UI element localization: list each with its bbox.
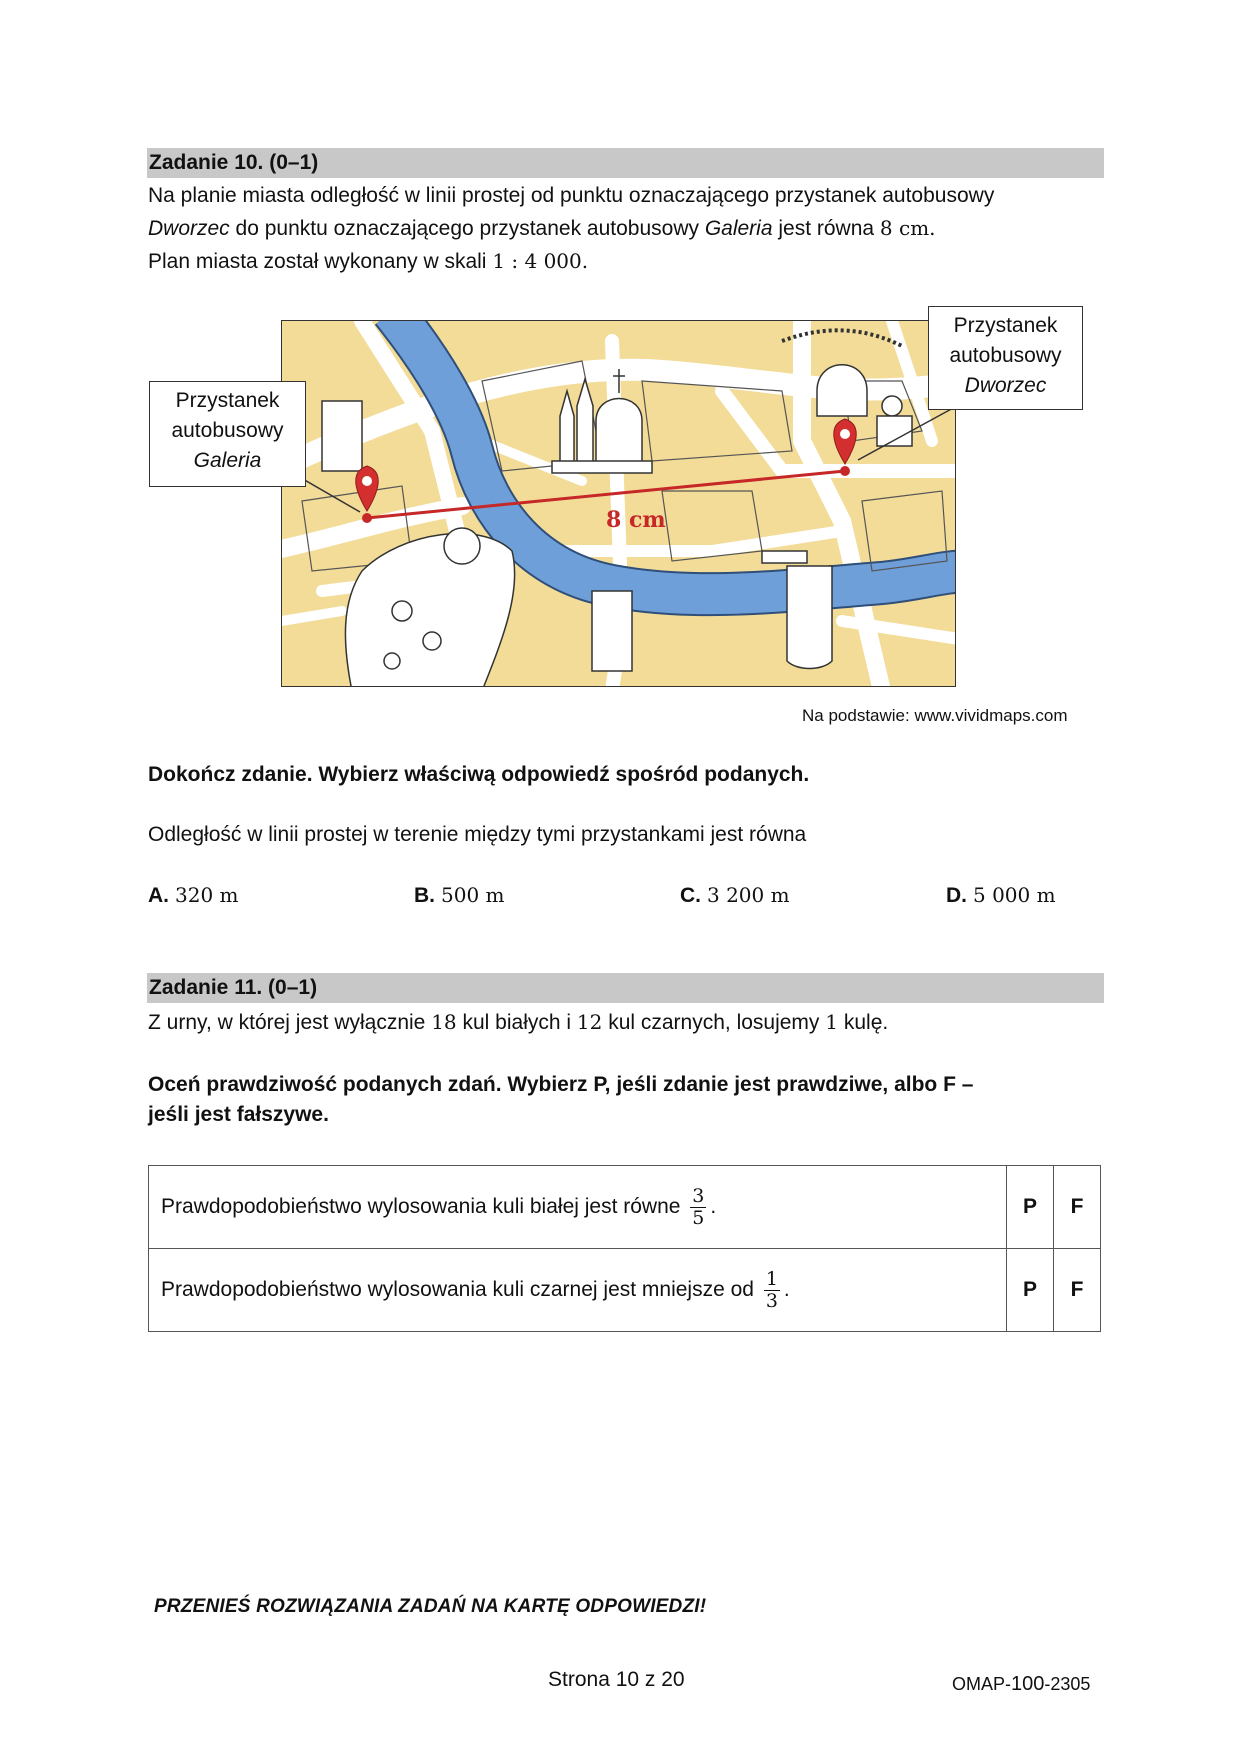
source-note: Na podstawie: www.vividmaps.com <box>802 706 1068 725</box>
exam-code <box>952 1673 1090 1696</box>
stop-name-galeria: Galeria <box>704 217 773 240</box>
statement-end: . <box>783 1277 790 1301</box>
task-10-header: Zadanie 10. (0–1) <box>147 148 1104 178</box>
fraction <box>764 1269 780 1312</box>
callout-stop-name: Dworzec <box>964 374 1047 397</box>
option-f[interactable]: F <box>1054 1166 1101 1249</box>
option-f[interactable]: F <box>1054 1249 1101 1332</box>
code-prefix: OMAP- <box>952 1674 1012 1694</box>
distance-value: 8 cm <box>879 216 930 240</box>
black-count: 12 <box>576 1010 603 1034</box>
callout-line: autobusowy <box>949 344 1062 367</box>
option-p[interactable]: P <box>1007 1166 1054 1249</box>
footer-note: PRZENIEŚ ROZWIĄZANIA ZADAŃ NA KARTĘ ODPOWIEDZI! <box>154 1596 707 1617</box>
answer-letter: D. <box>946 884 967 907</box>
fraction-numerator: 3 <box>692 1184 705 1207</box>
task-11-header: Zadanie 11. (0–1) <box>147 973 1104 1003</box>
statement-cell <box>149 1249 1007 1332</box>
task-10-line-2 <box>148 213 936 244</box>
statement-text: Prawdopodobieństwo wylosowania kuli czarnej jest mniejsze od <box>161 1277 754 1301</box>
statement-cell <box>149 1166 1007 1249</box>
table-row <box>149 1166 1101 1249</box>
answer-value: 5 000 m <box>973 883 1056 907</box>
task-11-instruction-1: Oceń prawdziwość podanych zdań. Wybierz P, jeśli zdanie jest prawdziwe, albo F – <box>148 1073 974 1096</box>
task-10-instruction: Dokończ zdanie. Wybierz właściwą odpowiedź spośród podanych. <box>148 763 810 786</box>
task-10-line-3 <box>148 246 588 277</box>
answer-value: 3 200 m <box>707 883 790 907</box>
text-fragment: Z urny, w której jest wyłącznie <box>148 1011 432 1034</box>
text-fragment: jest równa <box>772 217 880 240</box>
fraction-numerator: 1 <box>765 1267 778 1290</box>
answer-letter: A. <box>148 884 169 907</box>
callout-stop-name: Galeria <box>193 449 262 472</box>
text-fragment: Plan miasta został wykonany w skali <box>148 250 493 273</box>
text-fragment: . <box>581 249 589 273</box>
statement-text: Prawdopodobieństwo wylosowania kuli białej jest równe <box>161 1194 681 1218</box>
table-row <box>149 1249 1101 1332</box>
city-map <box>281 320 956 687</box>
text-fragment: do punktu oznaczającego przystanek autobusowy <box>229 217 705 240</box>
answer-c[interactable] <box>680 883 790 908</box>
map-distance-label: 8 cm <box>606 507 666 533</box>
callout-dworzec <box>928 306 1083 410</box>
code-suffix: -2305 <box>1044 1674 1091 1694</box>
answer-d[interactable] <box>946 883 1056 908</box>
option-p[interactable]: P <box>1007 1249 1054 1332</box>
task-11-line <box>148 1007 888 1038</box>
text-fragment: kul białych i <box>462 1011 577 1034</box>
true-false-table <box>148 1165 1101 1332</box>
text-fragment: kul czarnych, losujemy <box>608 1011 826 1034</box>
callout-line: autobusowy <box>171 419 284 442</box>
page-number: Strona 10 z 20 <box>548 1668 685 1691</box>
white-count: 18 <box>431 1010 457 1034</box>
draw-count: 1 <box>825 1010 838 1034</box>
answer-b[interactable] <box>414 883 505 908</box>
fraction-denominator: 3 <box>765 1289 778 1312</box>
task-11-instruction-2: jeśli jest fałszywe. <box>148 1103 329 1126</box>
callout-line: Przystanek <box>953 314 1058 337</box>
dworzec-point <box>840 466 850 476</box>
task-10-line-1: Na planie miasta odległość w linii prostej od punktu oznaczającego przystanek autobusowy <box>148 184 995 207</box>
code-mid: 100 <box>1011 1673 1045 1695</box>
fraction <box>690 1186 706 1229</box>
callout-pointer-right <box>850 405 960 465</box>
answer-value: 320 m <box>175 883 239 907</box>
answer-a[interactable] <box>148 883 239 908</box>
answer-value: 500 m <box>441 883 505 907</box>
text-fragment: kulę. <box>843 1011 889 1034</box>
task-10-stem: Odległość w linii prostej w terenie między tymi przystankami jest równa <box>148 823 807 846</box>
city-map-drawing <box>282 321 955 686</box>
text-fragment: . <box>929 216 936 240</box>
callout-galeria <box>149 381 306 487</box>
statement-end: . <box>710 1194 717 1218</box>
answer-letter: B. <box>414 884 435 907</box>
answer-letter: C. <box>680 884 701 907</box>
callout-line: Przystanek <box>175 389 280 412</box>
fraction-denominator: 5 <box>692 1206 705 1229</box>
stop-name-dworzec: Dworzec <box>148 217 230 240</box>
scale-value: 1 : 4 000 <box>492 249 582 273</box>
